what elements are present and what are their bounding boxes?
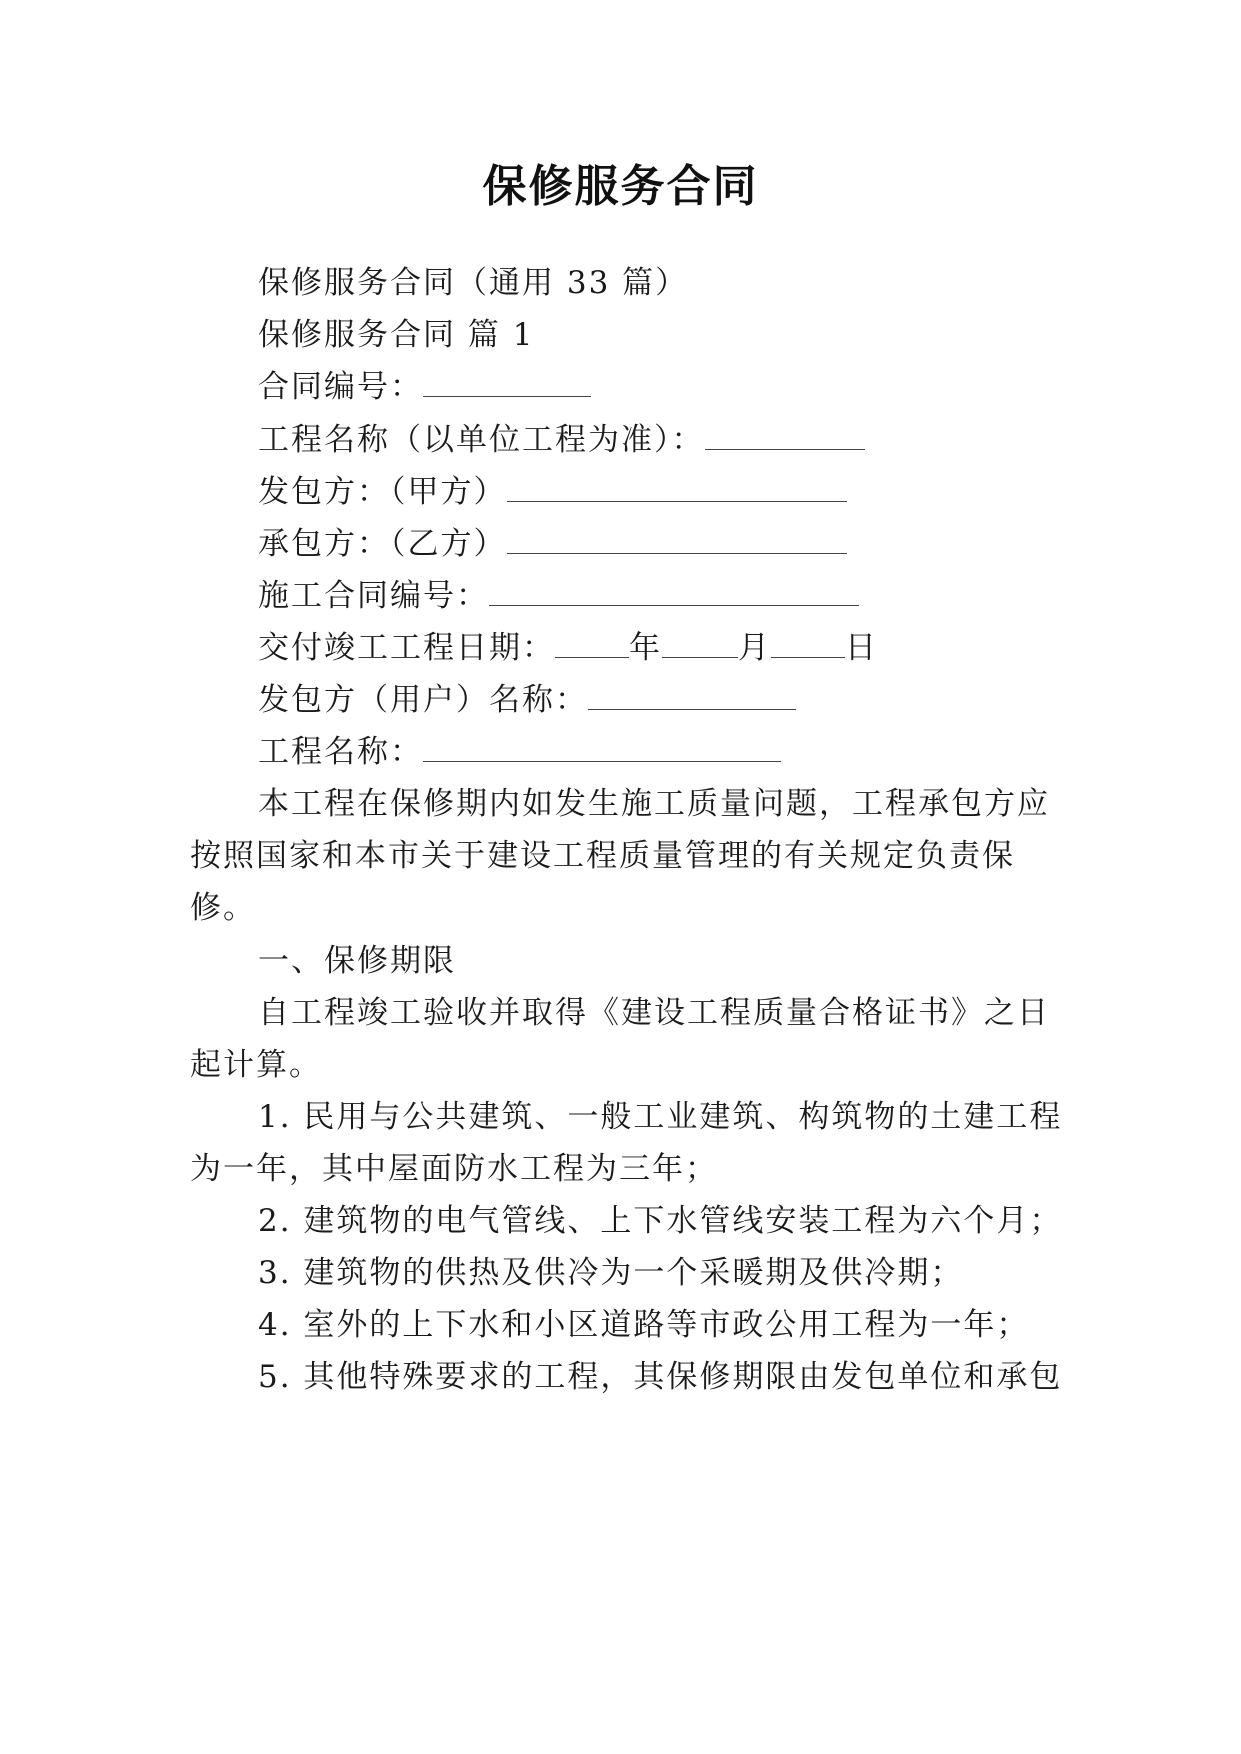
project-name-blank: [705, 423, 865, 450]
item-1-line-2: 为一年，其中屋面防水工程为三年；: [190, 1151, 718, 1187]
heading-warranty-period: 一、保修期限: [258, 943, 456, 979]
employer-name-label: 发包方（用户）名称：: [258, 682, 588, 718]
item-4: 4. 室外的上下水和小区道路等市政公用工程为一年；: [258, 1307, 1030, 1343]
day-blank: [771, 631, 845, 658]
contractor-field: [258, 524, 847, 564]
contractor-label: 承包方：（乙方）: [258, 526, 507, 562]
project-name2-field: [258, 732, 781, 772]
item-2: 2. 建筑物的电气管线、上下水管线安装工程为六个月；: [258, 1203, 1063, 1239]
year-label: 年: [629, 630, 662, 666]
construction-contract-no-blank: [489, 579, 859, 606]
employer-name-field: [258, 680, 796, 720]
construction-contract-no-label: 施工合同编号：: [258, 578, 489, 614]
employer-field: [258, 472, 847, 512]
employer-label: 发包方：（甲方）: [258, 474, 507, 510]
paragraph-intro-line-2: 按照国家和本市关于建设工程质量管理的有关规定负责保: [190, 838, 1015, 874]
month-blank: [662, 631, 738, 658]
item-1-line-1: 1. 民用与公共建筑、一般工业建筑、构筑物的土建工程: [258, 1099, 1063, 1135]
paragraph-period-line-2: 起计算。: [190, 1047, 322, 1083]
contract-no-field: [258, 367, 591, 407]
document-subtitle: 保修服务合同（通用 33 篇）: [258, 265, 689, 301]
section-heading: 保修服务合同 篇 1: [258, 317, 535, 353]
document-title: 保修服务合同: [482, 161, 759, 212]
project-name2-label: 工程名称：: [258, 734, 423, 770]
delivery-date-field: [258, 628, 878, 668]
day-label: 日: [845, 630, 878, 666]
contract-no-label: 合同编号：: [258, 369, 423, 405]
paragraph-intro-line-3: 修。: [190, 890, 256, 926]
year-blank: [555, 631, 629, 658]
contract-no-blank: [423, 370, 591, 397]
project-name2-blank: [423, 735, 781, 762]
project-name-field: [258, 420, 865, 460]
contractor-blank: [507, 527, 847, 554]
project-name-label: 工程名称（以单位工程为准）：: [258, 422, 705, 458]
month-label: 月: [738, 630, 771, 666]
paragraph-intro-line-1: 本工程在保修期内如发生施工质量问题，工程承包方应: [258, 786, 1050, 822]
item-5: 5. 其他特殊要求的工程，其保修期限由发包单位和承包: [258, 1359, 1063, 1395]
employer-blank: [507, 475, 847, 502]
delivery-date-label: 交付竣工工程日期：: [258, 630, 555, 666]
employer-name-blank: [588, 683, 796, 710]
construction-contract-no-field: [258, 576, 859, 616]
item-3: 3. 建筑物的供热及供冷为一个采暖期及供冷期；: [258, 1255, 964, 1291]
paragraph-period-line-1: 自工程竣工验收并取得《建设工程质量合格证书》之日: [258, 995, 1050, 1031]
